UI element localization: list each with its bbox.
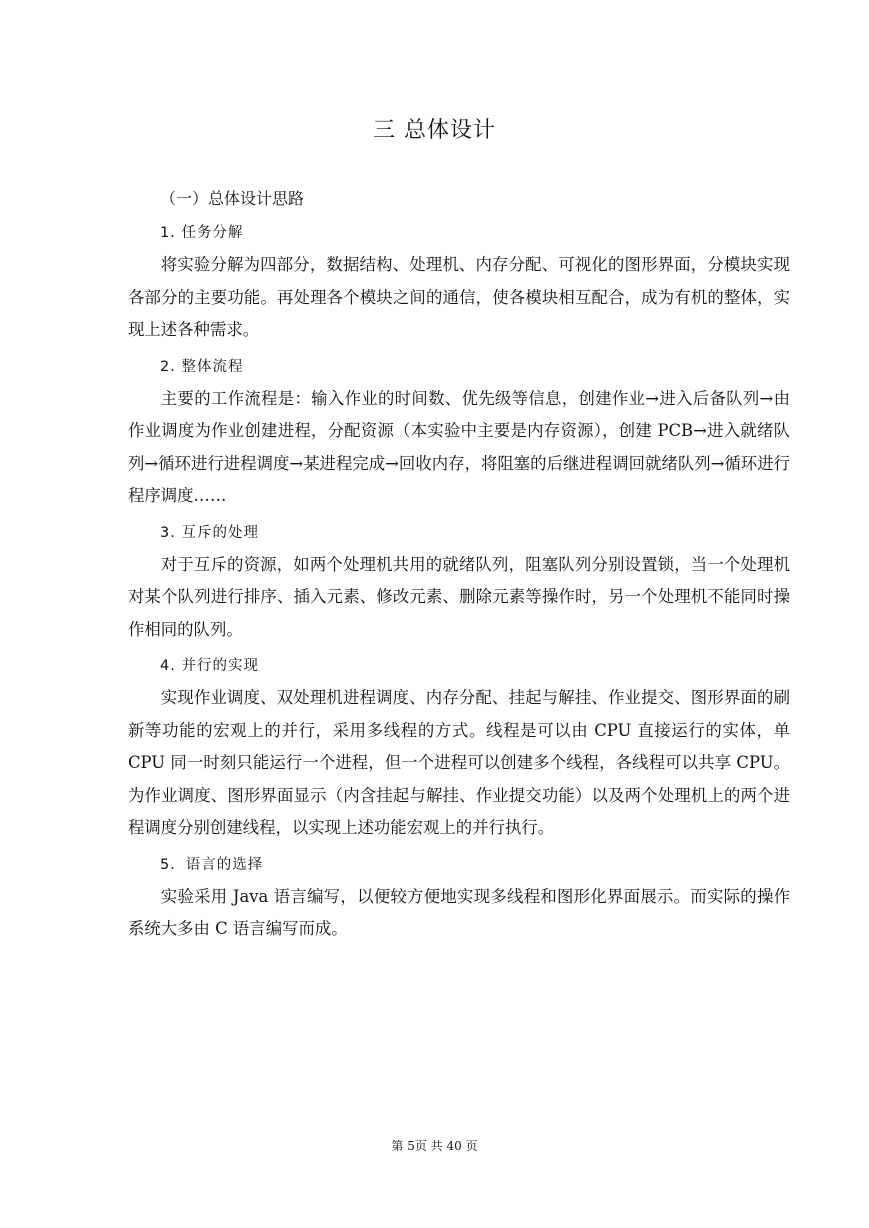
chapter-title: 三 总体设计 <box>373 118 496 143</box>
section-heading: （一）总体设计思路 <box>160 189 305 208</box>
paragraph-overall-flow: 主要的工作流程是：输入作业的时间数、优先级等信息，创建作业→进入后备队列→由作业调度为作业创建进程，分配资源（本实验中主要是内存资源），创建 PCB→进入就绪队列→循环进行进程调度→某进程完成→回收内存，将阻塞的后继进程调回就绪队列→循环进行程序调度…… <box>128 388 790 505</box>
paragraph-language: 实验采用 Java 语言编写，以便较方便地实现多线程和图形化界面展示。而实际的操作系统大多由 C 语言编写而成。 <box>128 886 790 938</box>
page-number-footer: 第 5页 共 40 页 <box>391 1139 478 1153</box>
paragraph-mutex: 对于互斥的资源，如两个处理机共用的就绪队列，阻塞队列分别设置锁，当一个处理机对某个队列进行排序、插入元素、修改元素、删除元素等操作时，另一个处理机不能同时操作相同的队列。 <box>128 554 790 639</box>
subsection-heading-parallel: 4. 并行的实现 <box>160 658 259 674</box>
subsection-heading-task-decomposition: 1. 任务分解 <box>160 225 244 241</box>
subsection-heading-mutex: 3. 互斥的处理 <box>160 524 259 541</box>
subsection-heading-overall-flow: 2. 整体流程 <box>160 358 244 375</box>
paragraph-task-decomposition: 将实验分解为四部分，数据结构、处理机、内存分配、可视化的图形界面，分模块实现各部分的主要功能。再处理各个模块之间的通信，使各模块相互配合，成为有机的整体，实现上述各种需求。 <box>128 255 790 339</box>
subsection-heading-language: 5．语言的选择 <box>160 856 264 873</box>
page-content <box>128 183 790 950</box>
paragraph-parallel: 实现作业调度、双处理机进程调度、内存分配、挂起与解挂、作业提交、图形界面的刷新等功能的宏观上的并行，采用多线程的方式。线程是可以由 CPU 直接运行的实体，单 CPU 同一时刻只能运行一个进程，但一个进程可以创建多个线程，各线程可以共享 CPU。为作业调度、图形界面显示（内含挂起与解挂、作业提交功能）以及两个处理机上的两个进程调度分别创建线程，以实现上述功能宏观上的并行执行。 <box>128 688 790 837</box>
